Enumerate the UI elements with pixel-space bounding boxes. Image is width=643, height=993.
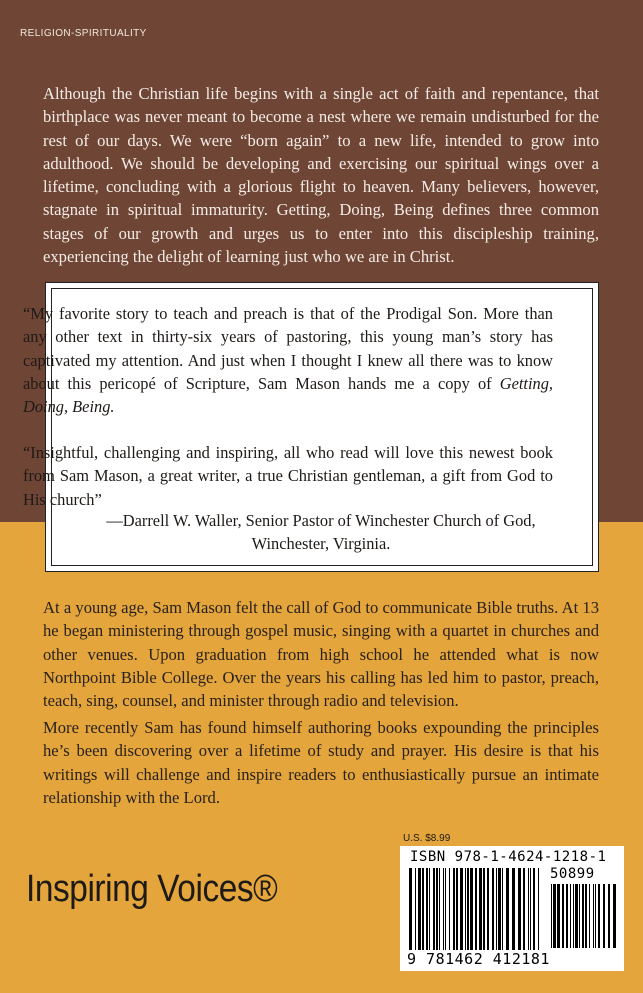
barcode-bar [523, 868, 525, 950]
barcode-bar [460, 868, 463, 950]
price-label: U.S. $8.99 [403, 833, 451, 844]
barcode-bar [512, 868, 515, 950]
attribution-line-1: —Darrell W. Waller, Senior Pastor of Winchester Church of God, [106, 511, 536, 530]
barcode-bar [579, 884, 580, 948]
barcode-bar [598, 884, 600, 948]
isbn-number: ISBN 978-1-4624-1218-1 [410, 849, 607, 865]
isbn-barcode [400, 846, 624, 971]
barcode-bar [575, 884, 578, 948]
ean-digits: 9 781462 412181 [407, 950, 550, 968]
barcode-bar [467, 868, 469, 950]
barcode-bar [593, 884, 594, 948]
barcode-bar [566, 884, 568, 948]
endorsement-quote-2: “Insightful, challenging and inspiring, all who read will love this newest book from Sam Mason, a great writer, a true Christian gentleman, a gift from God to His church” [23, 443, 553, 509]
barcode-bar [573, 884, 574, 948]
addon-barcode-bars [550, 884, 616, 948]
barcode-bar [538, 868, 539, 950]
barcode-bar [470, 868, 473, 950]
barcode-bar [557, 884, 560, 948]
author-bio-paragraph-1: At a young age, Sam Mason felt the call of God to communicate Bible truths. At 13 he began ministering through gospel music, singing with a quartet in churches and other venues. Upon graduation from high school he attended what is now Northpoint Bible College. Over the years his calling has led him to pastor, preach, teach, sing, counsel, and minister through radio and television. [43, 598, 599, 711]
barcode-bar [439, 868, 440, 950]
barcode-bar [530, 868, 531, 950]
barcode-bar [582, 884, 584, 948]
endorsement-book-title: Getting, Doing, Being. [23, 373, 553, 417]
publisher-logo: Inspiring Voices® [26, 868, 278, 910]
barcode-bar [487, 868, 489, 950]
barcode-bar [533, 868, 535, 950]
endorsement-attribution [60, 509, 582, 556]
barcode-bar [613, 884, 616, 948]
barcode-bar [551, 884, 552, 948]
endorsement-quote-1-text: “My favorite story to teach and preach is that of the Prodigal Son. More than any other text in thirty-six years of pastoring, this young man’s story has captivated my attention. And just when I thought I knew all there was to know about this pericopé of Scripture, Sam Mason hands me a copy of [23, 304, 553, 393]
barcode-bar [449, 868, 450, 950]
barcode-bar [502, 868, 503, 950]
barcode-bar [465, 868, 466, 950]
barcode-bar [456, 868, 458, 950]
barcode-bar [498, 868, 501, 950]
endorsement-quote-1 [23, 302, 553, 418]
barcode-bar [585, 884, 587, 948]
barcode-bar [570, 884, 571, 948]
barcode-bar [595, 884, 596, 948]
barcode-bar [608, 884, 610, 948]
barcode-bar [492, 868, 494, 950]
author-bio-paragraph-2: More recently Sam has found himself authoring books expounding the principles he’s been discovering over a lifetime of study and prayer. His desire is that his writings will challenge and inspire readers to enthusiastically pursue an intimate relationship with the Lord. [43, 718, 599, 807]
barcode-bar [409, 868, 412, 950]
barcode-bar [418, 868, 421, 950]
barcode-bar [506, 868, 509, 950]
barcode-bar [415, 868, 416, 950]
barcode-bar [429, 868, 430, 950]
barcode-bar [436, 868, 438, 950]
barcode-bar [483, 868, 485, 950]
category-label: RELIGION-SPIRITUALITY [20, 28, 147, 39]
barcode-bar [433, 868, 435, 950]
barcode-bar [562, 884, 564, 948]
barcode-bar [445, 868, 446, 950]
barcode-bars [408, 868, 544, 950]
barcode-bar [528, 868, 529, 950]
barcode-bar [453, 868, 455, 950]
attribution-line-2: Winchester, Virginia. [251, 534, 391, 554]
barcode-bar [553, 884, 556, 948]
barcode-bar [426, 868, 428, 950]
book-blurb: Although the Christian life begins with a single act of faith and repentance, that birthplace was never meant to become a nest where we remain undisturbed for the rest of our days. We were “born again” to a new life, intended to grow into adulthood. We should be developing and exercising our spiritual wings over a lifetime, concluding with a glorious flight to heaven. Many believers, however, stagnate in spiritual immaturity. Getting, Doing, Being defines three common stages of our growth and urges us to enter into this discipleship training, experiencing the delight of learning just who we are in Christ. [43, 84, 599, 267]
barcode-bar [443, 868, 444, 950]
barcode-bar [422, 868, 424, 950]
barcode-bar [589, 884, 590, 948]
barcode-bar [603, 884, 605, 948]
barcode-bar [496, 868, 497, 950]
barcode-bar [475, 868, 477, 950]
barcode-bar [518, 868, 521, 950]
barcode-addon-digits: 50899 [550, 866, 595, 882]
barcode-bar [479, 868, 482, 950]
